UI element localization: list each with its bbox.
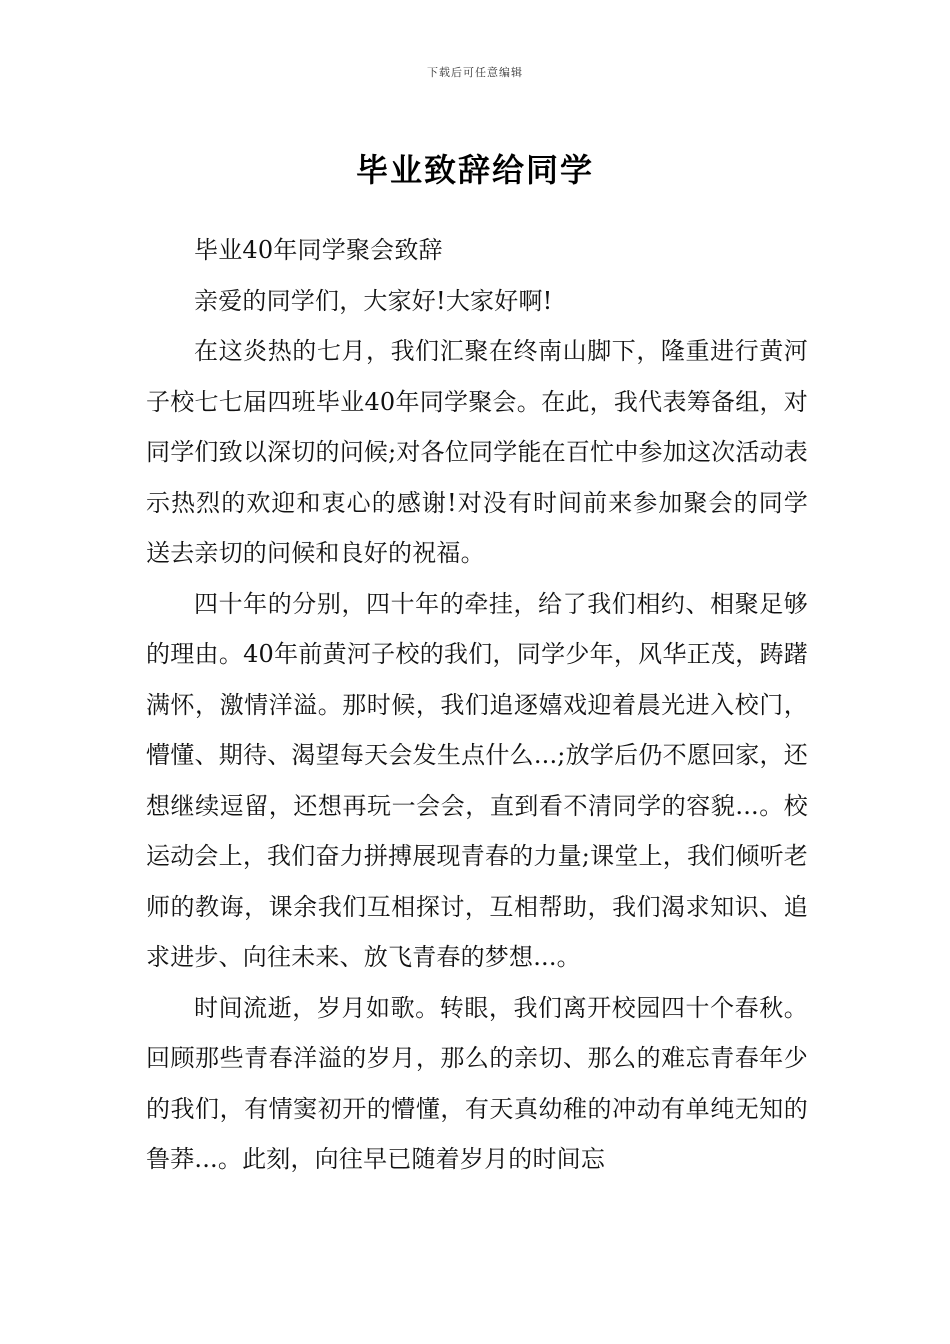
paragraph-subtitle: 毕业40年同学聚会致辞 <box>194 236 443 264</box>
paragraph-memories: 四十年的分别，四十年的牵挂，给了我们相约、相聚足够的理由。40年前黄河子校的我们，同学少年，风华正茂，踌躇满怀，激情洋溢。那时候，我们追逐嬉戏迎着晨光进入校门，懵懂、期待、渴望每天会发生点什么...;放学后仍不愿回家，还想继续逗留，还想再玩一会会，直到看不清同学的容貌...。校运动会上，我们奋力拼搏展现青春的力量;课堂上，我们倾听老师的教诲，课余我们互相探讨，互相帮助，我们渴求知识、追求进步、向往未来、放飞青春的梦想...。 <box>146 589 808 971</box>
document-body <box>146 225 808 1185</box>
document-title: 毕业致辞给同学 <box>355 151 594 190</box>
paragraph-reflection: 时间流逝，岁月如歌。转眼，我们离开校园四十个春秋。回顾那些青春洋溢的岁月，那么的亲切、那么的难忘青春年少的我们，有情窦初开的懵懂，有天真幼稚的冲动有单纯无知的鲁莽...。此刻，向往早已随着岁月的时间忘 <box>146 993 808 1173</box>
download-note: 下载后可任意编辑 <box>427 66 523 79</box>
paragraph-greeting: 亲爱的同学们，大家好!大家好啊! <box>194 286 553 315</box>
paragraph-welcome: 在这炎热的七月，我们汇聚在终南山脚下，隆重进行黄河子校七七届四班毕业40年同学聚会。在此，我代表筹备组，对同学们致以深切的问候;对各位同学能在百忙中参加这次活动表示热烈的欢迎和衷心的感谢!对没有时间前来参加聚会的同学送去亲切的问候和良好的祝福。 <box>146 337 808 567</box>
